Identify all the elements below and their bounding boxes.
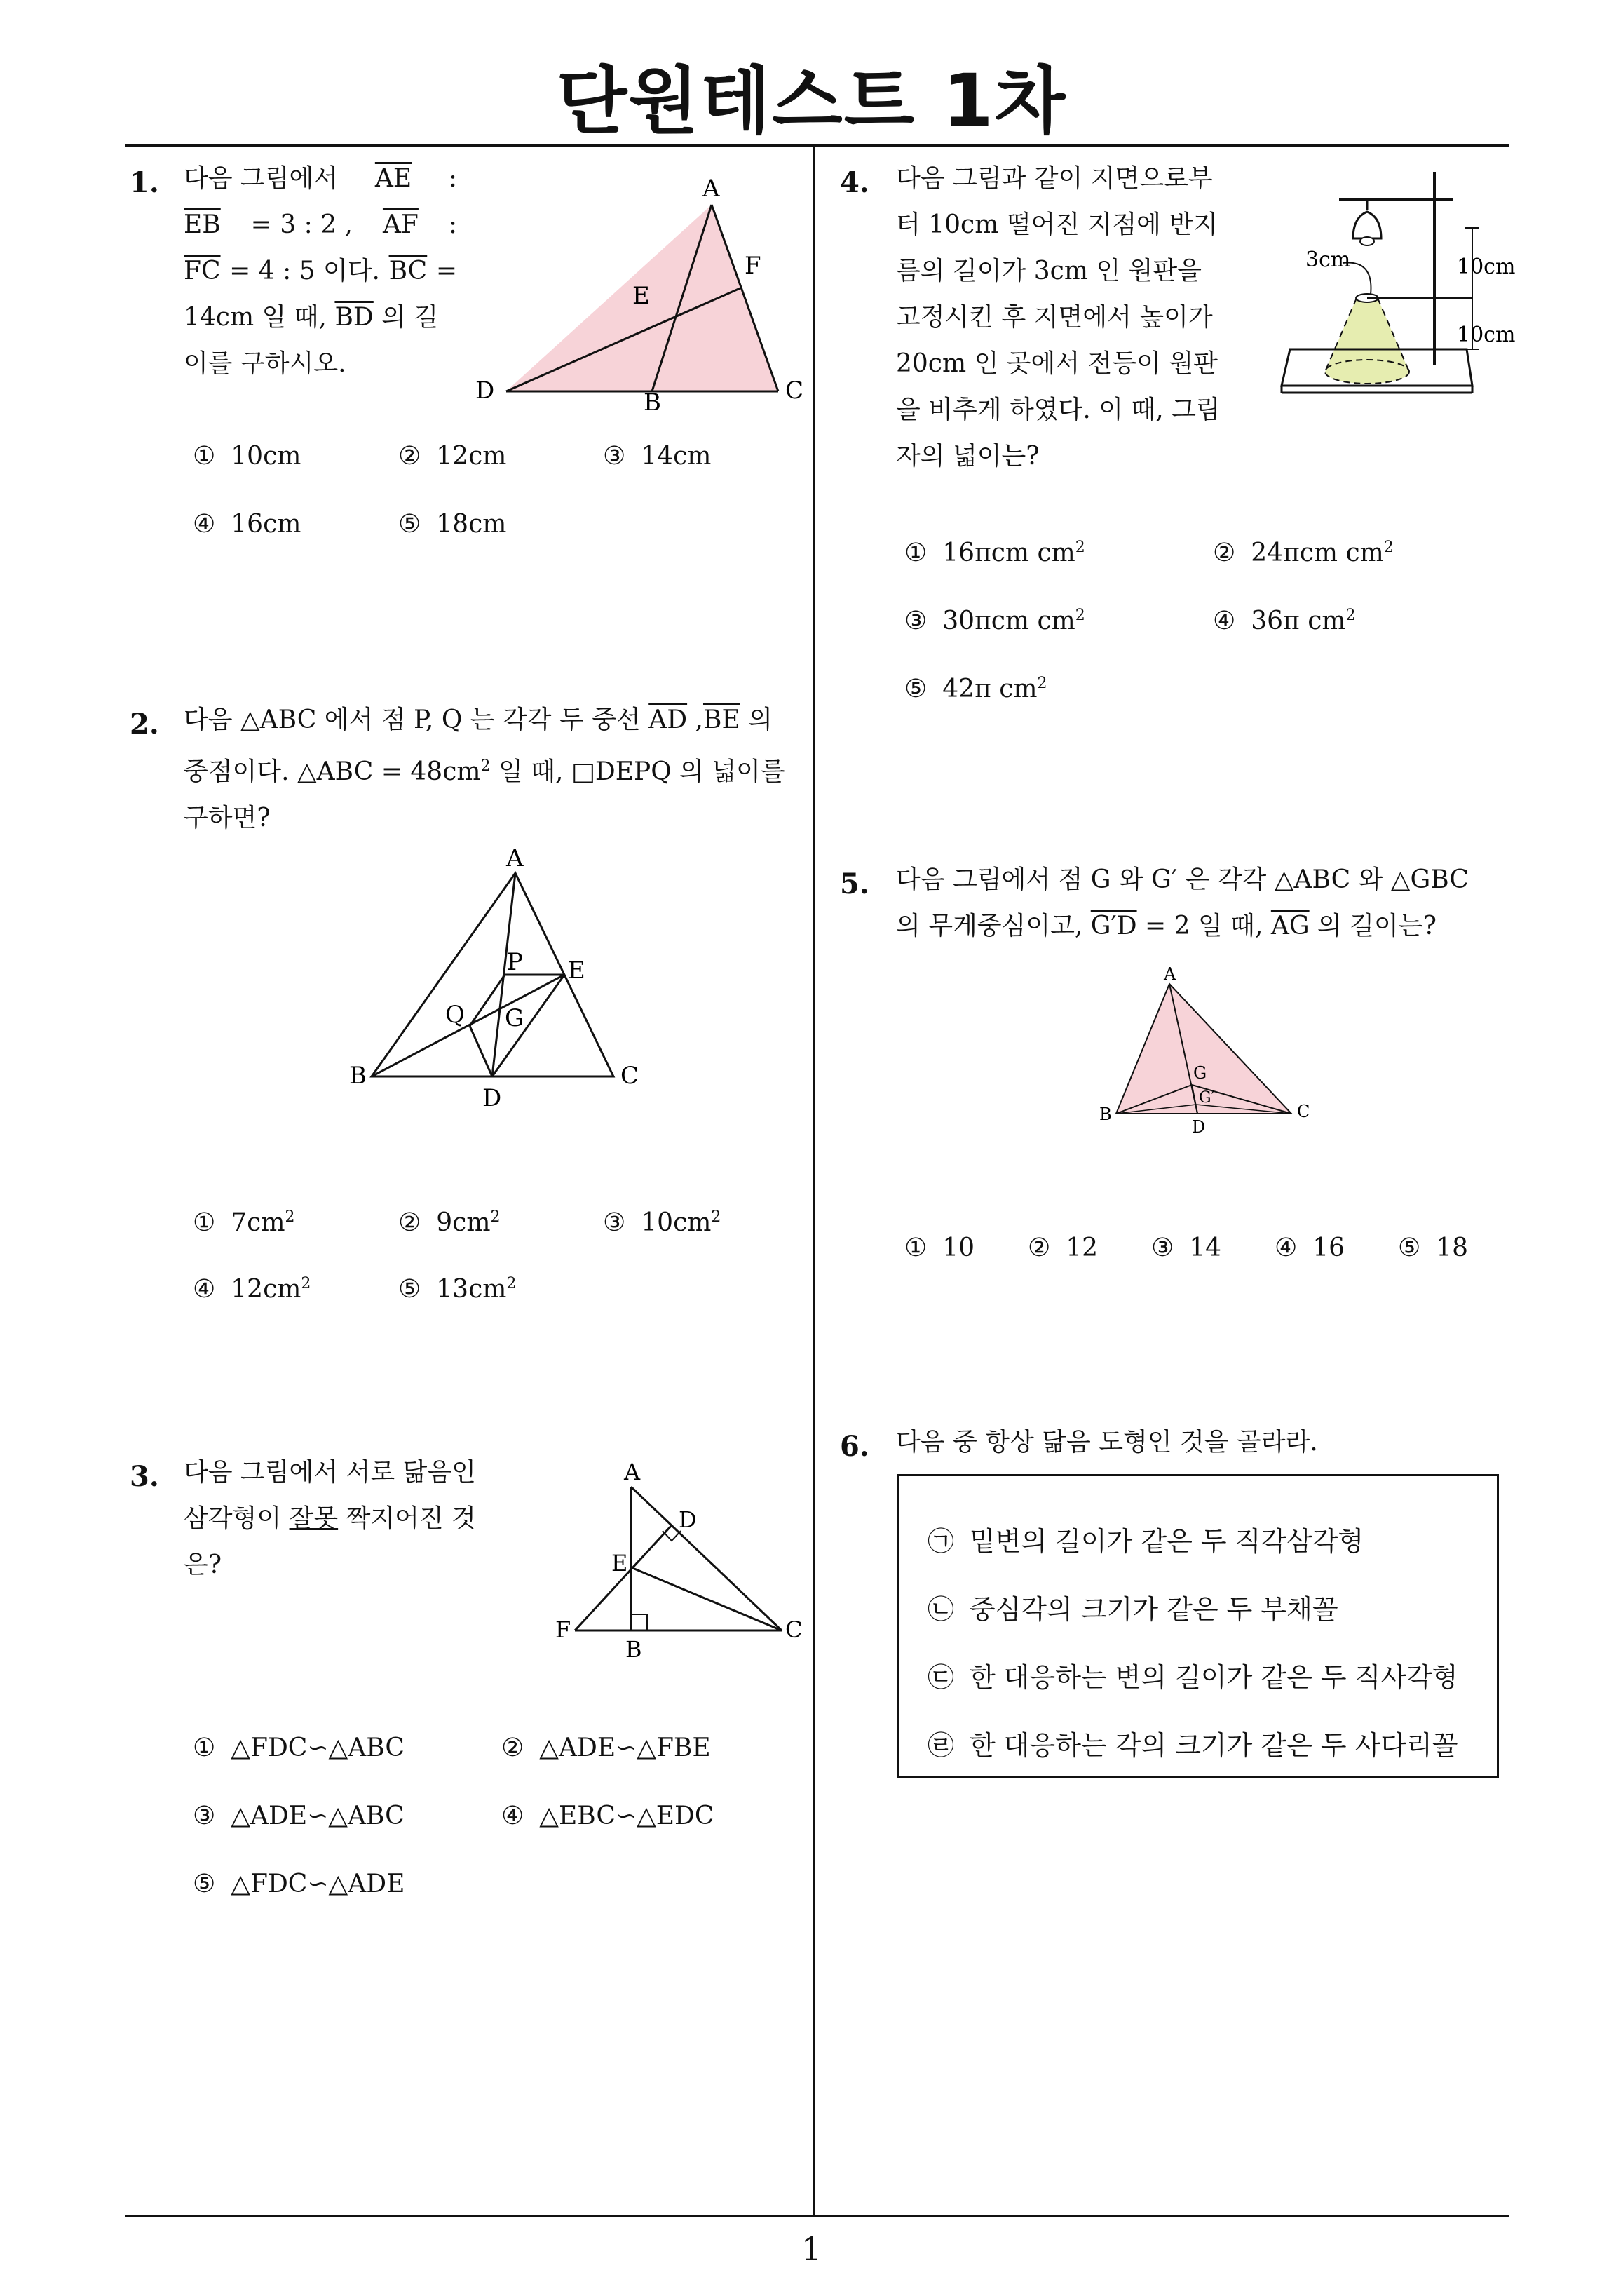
choice-4[interactable] bbox=[501, 1793, 714, 1839]
choice-5[interactable] bbox=[1398, 1225, 1468, 1271]
q1-text-line4b: 의 길 bbox=[373, 303, 439, 332]
choice-2[interactable] bbox=[501, 1725, 711, 1771]
q1-text-line5: 이를 구하시오. bbox=[184, 349, 346, 378]
choice-5[interactable] bbox=[398, 501, 506, 548]
q4-text-line6: 을 비추게 하였다. 이 때, 그림 bbox=[896, 396, 1221, 424]
superscript: 2 bbox=[506, 1275, 517, 1292]
choice-text: 14 bbox=[1189, 1234, 1222, 1262]
choice-text: △FDC∽△ADE bbox=[231, 1870, 405, 1898]
choice-mark: ③ bbox=[603, 442, 626, 471]
point-label-p: P bbox=[507, 948, 523, 976]
point-label-a: A bbox=[702, 175, 720, 203]
segment-eb: $\overline{EB}$ bbox=[184, 210, 221, 239]
choice-text: 16πcm cm bbox=[942, 539, 1075, 567]
q2-text-line1c: 의 bbox=[740, 705, 773, 734]
emphasis-underline: 잘못 bbox=[289, 1504, 339, 1533]
choice-mark: ② bbox=[1213, 539, 1236, 567]
statement-mark: ㉠ bbox=[928, 1526, 955, 1557]
segment-bd: $\overline{BD}$ bbox=[334, 303, 374, 332]
choice-mark: ⑤ bbox=[904, 675, 928, 703]
column-divider bbox=[813, 144, 815, 2216]
statement-text: 한 대응하는 각의 크기가 같은 두 사다리꼴 bbox=[970, 1730, 1458, 1761]
segment-g-prime-d: G′D bbox=[1090, 912, 1137, 940]
q5-text-line2b: = 2 일 때, bbox=[1136, 912, 1271, 940]
q5-text-line1: 다음 그림에서 점 G 와 G′ 은 각각 △ABC 와 △GBC bbox=[896, 865, 1469, 894]
superscript: 2 bbox=[1383, 539, 1394, 556]
q4-text-line5: 20cm 인 곳에서 전등이 원판 bbox=[896, 349, 1218, 378]
choice-4[interactable] bbox=[1275, 1225, 1345, 1271]
choice-mark: ① bbox=[193, 1208, 216, 1237]
point-label-b: B bbox=[1099, 1105, 1112, 1124]
choice-text: 7cm bbox=[231, 1208, 285, 1237]
choice-5[interactable] bbox=[904, 661, 1047, 713]
choice-text: △EBC∽△EDC bbox=[539, 1802, 714, 1830]
q3-text-line3: 은? bbox=[184, 1551, 222, 1579]
point-label-d: D bbox=[679, 1506, 697, 1533]
q4-text-line1: 다음 그림과 같이 지면으로부 bbox=[896, 164, 1213, 193]
q4-text-line4: 고정시킨 후 지면에서 높이가 bbox=[896, 303, 1213, 332]
q1-text-line2b: : bbox=[448, 210, 457, 239]
page-number: 1 bbox=[801, 2230, 822, 2268]
q3-figure bbox=[547, 1459, 813, 1669]
point-label-g: G bbox=[505, 1004, 524, 1032]
choice-2[interactable] bbox=[1213, 525, 1394, 576]
superscript: 2 bbox=[301, 1275, 311, 1292]
q4-figure bbox=[1269, 168, 1521, 414]
point-label-a: A bbox=[506, 845, 524, 872]
question-number: 1. bbox=[130, 166, 159, 199]
footer-rule bbox=[125, 2215, 1509, 2217]
q5-text-line2c: 의 길이는? bbox=[1309, 912, 1437, 940]
question-number: 6. bbox=[840, 1430, 869, 1463]
segment-ad: $\overline{AD}$ bbox=[648, 705, 688, 734]
segment-ae: $\overline{AE}$ bbox=[374, 164, 412, 193]
question-text bbox=[184, 156, 457, 387]
choice-mark: ③ bbox=[193, 1802, 216, 1830]
choice-mark: ④ bbox=[1275, 1234, 1298, 1262]
q5-text-line2a: 의 무게중심이고, bbox=[896, 912, 1091, 940]
choice-text: 10cm bbox=[231, 442, 301, 471]
question-text bbox=[896, 857, 1513, 950]
choice-3[interactable] bbox=[1151, 1225, 1221, 1271]
choice-mark: ① bbox=[193, 442, 216, 471]
superscript: 2 bbox=[1075, 539, 1085, 556]
point-label-b: B bbox=[644, 389, 661, 410]
q5-figure bbox=[1094, 964, 1318, 1140]
q4-text-line3: 름의 길이가 3cm 인 원판을 bbox=[896, 257, 1202, 285]
q1-figure bbox=[463, 168, 813, 410]
choice-5[interactable] bbox=[193, 1861, 405, 1907]
choice-4[interactable] bbox=[1213, 593, 1356, 644]
choice-3[interactable] bbox=[603, 1194, 721, 1246]
point-label-f: F bbox=[555, 1616, 571, 1643]
header-rule bbox=[125, 144, 1509, 147]
point-label-e: E bbox=[632, 282, 650, 310]
question-text bbox=[184, 1450, 520, 1588]
q4-text-line2: 터 10cm 떨어진 지점에 반지 bbox=[896, 210, 1218, 239]
statement-item-2 bbox=[928, 1586, 1338, 1633]
choice-text: 10cm bbox=[641, 1208, 712, 1237]
choice-text: △ADE∽△ABC bbox=[231, 1802, 405, 1830]
page-title: 단원테스트 1차 bbox=[556, 58, 1067, 144]
choice-text: 16cm bbox=[231, 510, 301, 539]
point-label-e: E bbox=[611, 1550, 628, 1576]
q3-text-line2b: 짝지어진 것 bbox=[338, 1504, 476, 1533]
point-label-a: A bbox=[624, 1459, 641, 1485]
q2-figure bbox=[337, 845, 673, 1112]
choice-mark: ⑤ bbox=[193, 1870, 216, 1898]
choice-mark: ① bbox=[904, 1234, 928, 1262]
statement-text: 한 대응하는 변의 길이가 같은 두 직사각형 bbox=[970, 1662, 1458, 1693]
choice-2[interactable] bbox=[1028, 1225, 1098, 1271]
choice-3[interactable] bbox=[193, 1793, 405, 1839]
q2-text-line1b: , bbox=[687, 705, 703, 734]
superscript: 2 bbox=[1037, 675, 1047, 692]
choice-mark: ① bbox=[904, 539, 928, 567]
statement-mark: ㉣ bbox=[928, 1730, 955, 1761]
choice-mark: ⑤ bbox=[398, 510, 421, 539]
choice-1[interactable] bbox=[904, 1225, 975, 1271]
choice-text: 36π cm bbox=[1251, 607, 1346, 635]
choice-text: 30πcm cm bbox=[942, 607, 1075, 635]
statement-item-3 bbox=[928, 1654, 1458, 1701]
choice-text: 16 bbox=[1312, 1234, 1345, 1262]
question-number: 5. bbox=[840, 867, 869, 900]
q1-text-line1b: : bbox=[448, 164, 457, 193]
q1-text-line2a: = 3 : 2 , bbox=[250, 210, 353, 239]
superscript: 2 bbox=[480, 757, 491, 775]
q3-text-line2a: 삼각형이 bbox=[184, 1504, 290, 1533]
question-text bbox=[896, 156, 1247, 480]
point-label-d: D bbox=[1192, 1117, 1206, 1137]
q2-text-line1a: 다음 △ABC 에서 점 P, Q 는 각각 두 중선 bbox=[184, 705, 649, 734]
statement-text: 중심각의 크기가 같은 두 부채꼴 bbox=[970, 1594, 1338, 1625]
superscript: 2 bbox=[711, 1208, 721, 1226]
choice-text: 42π cm bbox=[942, 675, 1038, 703]
point-label-c: C bbox=[785, 377, 804, 405]
q1-text-line4a: 14cm 일 때, bbox=[184, 303, 335, 332]
choice-mark: ③ bbox=[904, 607, 928, 635]
statement-text: 밑변의 길이가 같은 두 직각삼각형 bbox=[970, 1526, 1364, 1557]
point-label-c: C bbox=[620, 1062, 639, 1090]
choice-text: 10 bbox=[942, 1234, 975, 1262]
choice-text: △ADE∽△FBE bbox=[539, 1734, 711, 1762]
choice-text: 13cm bbox=[436, 1275, 507, 1304]
q1-text-line3a: = 4 : 5 이다. bbox=[229, 257, 380, 285]
choice-text: 12cm bbox=[231, 1275, 301, 1304]
point-label-a: A bbox=[1164, 964, 1176, 984]
q4-text-line7: 자의 넓이는? bbox=[896, 442, 1040, 471]
choice-text: 18cm bbox=[436, 510, 507, 539]
q3-text-line1: 다음 그림에서 서로 닮음인 bbox=[184, 1458, 476, 1487]
choice-1[interactable] bbox=[904, 525, 1085, 576]
q1-text-line3b: = bbox=[435, 257, 457, 285]
point-label-b: B bbox=[625, 1636, 642, 1663]
q1-text-line1a: 다음 그림에서 bbox=[184, 164, 339, 193]
superscript: 2 bbox=[285, 1208, 295, 1226]
choice-1[interactable] bbox=[193, 1194, 294, 1246]
question-number: 4. bbox=[840, 166, 869, 199]
question-number: 2. bbox=[130, 708, 159, 741]
segment-be: $\overline{BE}$ bbox=[702, 705, 740, 734]
statement-mark: ㉢ bbox=[928, 1662, 955, 1693]
statement-mark: ㉡ bbox=[928, 1594, 955, 1625]
choice-mark: ⑤ bbox=[1398, 1234, 1421, 1262]
choice-2[interactable] bbox=[398, 433, 506, 480]
choice-mark: ④ bbox=[193, 1275, 216, 1304]
point-label-b: B bbox=[349, 1062, 367, 1090]
choice-mark: ③ bbox=[603, 1208, 626, 1237]
segment-fc: $\overline{FC}$ bbox=[184, 257, 221, 285]
choice-mark: ④ bbox=[193, 510, 216, 539]
choice-mark: ② bbox=[398, 1208, 421, 1237]
question-number: 3. bbox=[130, 1460, 159, 1493]
choice-3[interactable] bbox=[904, 593, 1085, 644]
superscript: 2 bbox=[1075, 607, 1085, 624]
choice-1[interactable] bbox=[193, 433, 301, 480]
statement-item-1 bbox=[928, 1518, 1364, 1565]
choice-text: 12 bbox=[1066, 1234, 1099, 1262]
choice-text: △FDC∽△ABC bbox=[231, 1734, 405, 1762]
choice-text: 9cm bbox=[436, 1208, 491, 1237]
choice-mark: ② bbox=[398, 442, 421, 471]
point-label-g-prime: G′ bbox=[1199, 1089, 1215, 1107]
question-text bbox=[896, 1419, 1513, 1466]
choice-text: 24πcm cm bbox=[1251, 539, 1384, 567]
choice-text: 14cm bbox=[641, 442, 712, 471]
choice-mark: ① bbox=[193, 1734, 216, 1762]
choice-mark: ③ bbox=[1151, 1234, 1174, 1262]
superscript: 2 bbox=[490, 1208, 501, 1226]
choice-mark: ④ bbox=[501, 1802, 524, 1830]
choice-mark: ② bbox=[1028, 1234, 1051, 1262]
height-label-lower: 10cm bbox=[1457, 323, 1516, 347]
q2-text-line3: 구하면? bbox=[184, 804, 271, 832]
choice-3[interactable] bbox=[603, 433, 711, 480]
q2-text-line2a: 중점이다. △ABC = 48cm bbox=[184, 757, 481, 786]
q2-text-line2b: 일 때, □DEPQ 의 넓이를 bbox=[490, 757, 785, 786]
choice-5[interactable] bbox=[398, 1261, 516, 1313]
choice-1[interactable] bbox=[193, 1725, 405, 1771]
statement-item-4 bbox=[928, 1722, 1458, 1769]
point-label-d: D bbox=[475, 377, 495, 405]
choice-text: 12cm bbox=[436, 442, 507, 471]
segment-ag: $\overline{AG}$ bbox=[1270, 912, 1310, 940]
point-label-c: C bbox=[1297, 1102, 1310, 1121]
superscript: 2 bbox=[1345, 607, 1356, 624]
segment-bc: $\overline{BC}$ bbox=[388, 257, 428, 285]
point-label-q: Q bbox=[445, 1001, 465, 1029]
segment-af: $\overline{AF}$ bbox=[382, 210, 419, 239]
choice-text: 18 bbox=[1436, 1234, 1469, 1262]
choice-mark: ④ bbox=[1213, 607, 1236, 635]
radius-label: 3cm bbox=[1305, 248, 1351, 272]
point-label-d: D bbox=[482, 1084, 502, 1112]
choice-4[interactable] bbox=[193, 1261, 311, 1313]
statement-box bbox=[897, 1474, 1499, 1778]
choice-mark: ② bbox=[501, 1734, 524, 1762]
choice-mark: ⑤ bbox=[398, 1275, 421, 1304]
height-label-upper: 10cm bbox=[1457, 255, 1516, 279]
q6-text-line1: 다음 중 항상 닮음 도형인 것을 골라라. bbox=[896, 1428, 1318, 1457]
question-text bbox=[184, 697, 801, 842]
choice-4[interactable] bbox=[193, 501, 301, 548]
point-label-c: C bbox=[785, 1616, 803, 1643]
choice-2[interactable] bbox=[398, 1194, 500, 1246]
point-label-e: E bbox=[568, 957, 585, 985]
point-label-f: F bbox=[745, 252, 761, 280]
point-label-g: G bbox=[1193, 1063, 1207, 1083]
